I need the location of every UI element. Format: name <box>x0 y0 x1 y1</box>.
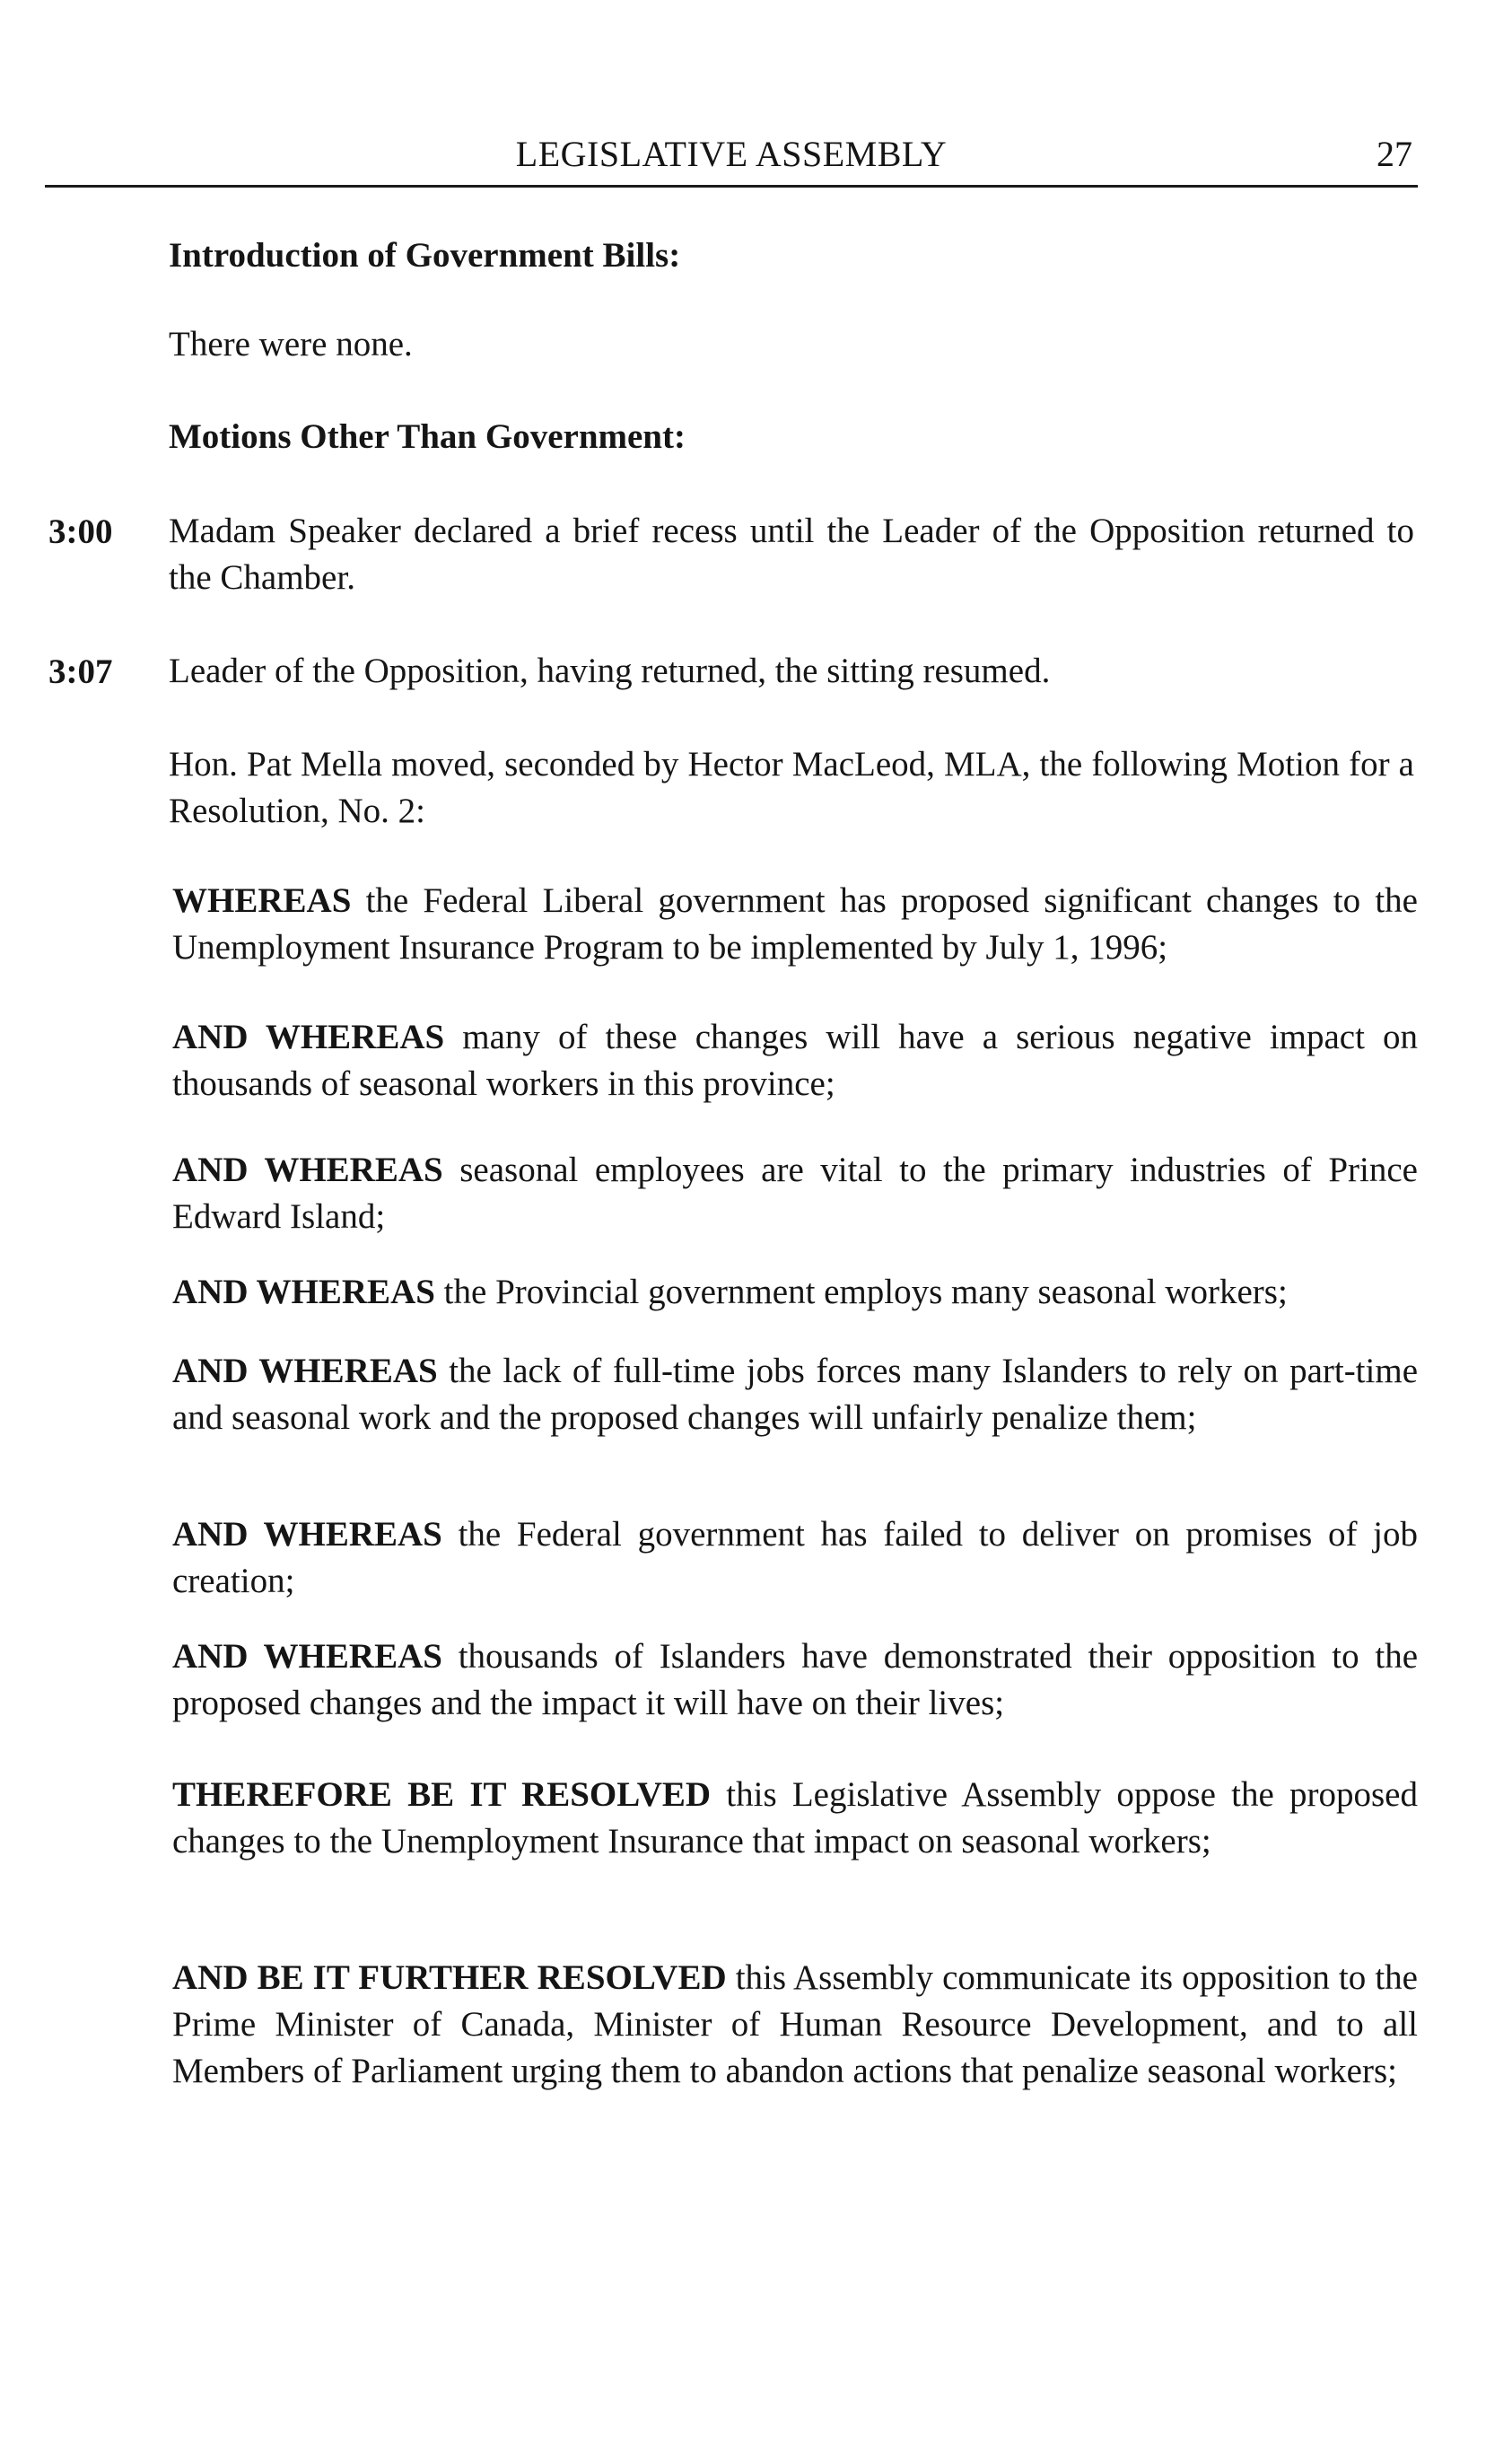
clause-lead: AND WHEREAS <box>172 1515 442 1554</box>
resolution-clause <box>172 878 1418 971</box>
clause-text: the Provincial government employs many seasonal workers; <box>434 1273 1288 1311</box>
resume-entry: Leader of the Opposition, having returned, the sitting resumed. <box>169 652 1051 690</box>
clause-text: seasonal employees are vital to the primary industries of Prince Edward Island; <box>172 1151 1418 1236</box>
clause-text: this Legislative Assembly oppose the proposed changes to the Unemployment Insurance that impact on seasonal workers; <box>172 1775 1418 1861</box>
resolution-clause <box>172 1511 1418 1605</box>
page-number: 27 <box>1377 134 1412 174</box>
recess-entry: Madam Speaker declared a brief recess until the Leader of the Opposition returned to the Chamber. <box>169 512 1414 597</box>
running-title: LEGISLATIVE ASSEMBLY <box>515 134 948 174</box>
clause-text: many of these changes will have a serious negative impact on thousands of seasonal workers in this province; <box>172 1018 1418 1103</box>
resolution-clause <box>172 1772 1418 1865</box>
resolution-clause <box>172 1348 1418 1441</box>
clause-text: thousands of Islanders have demonstrated their opposition to the proposed changes and the impact it will have on their lives; <box>172 1637 1418 1722</box>
clause-lead: AND BE IT FURTHER RESOLVED <box>172 1958 727 1997</box>
clause-lead: AND WHEREAS <box>172 1018 445 1056</box>
resolution-clause <box>172 1014 1418 1108</box>
clause-lead: AND WHEREAS <box>172 1352 438 1390</box>
resolution-clause <box>172 1147 1418 1240</box>
time-stamp-resume: 3:07 <box>48 652 113 691</box>
clause-lead: AND WHEREAS <box>172 1273 435 1311</box>
time-stamp-recess: 3:00 <box>48 512 113 551</box>
resolution-clause <box>172 1269 1418 1316</box>
clause-lead: AND WHEREAS <box>172 1151 443 1189</box>
resolution-clause <box>172 1955 1418 2095</box>
clause-text: this Assembly communicate its opposition to the Prime Minister of Canada, Minister of Human Resource Development, and to all Members of Parliament urging them to abandon actions that penalize seasonal workers; <box>172 1958 1418 2090</box>
section-heading-government-bills: Introduction of Government Bills: <box>169 236 681 275</box>
clause-text: the Federal government has failed to deliver on promises of job creation; <box>172 1515 1418 1600</box>
clause-text: the lack of full-time jobs forces many Islanders to rely on part-time and seasonal work and the proposed changes will unfairly penalize them; <box>172 1352 1419 1437</box>
clause-lead: WHEREAS <box>172 881 352 920</box>
intro-text: There were none. <box>169 325 413 363</box>
resolution-clause <box>172 1633 1418 1727</box>
clause-lead: THEREFORE BE IT RESOLVED <box>172 1775 712 1814</box>
motion-intro: Hon. Pat Mella moved, seconded by Hector MacLeod, MLA, the following Motion for a Resolution, No. 2: <box>169 745 1414 830</box>
clause-lead: AND WHEREAS <box>172 1637 442 1676</box>
running-header <box>45 133 1418 187</box>
header-rule <box>45 185 1418 188</box>
section-heading-motions: Motions Other Than Government: <box>169 417 686 456</box>
clause-text: the Federal Liberal government has proposed significant changes to the Unemployment Insurance Program to be implemented by July 1, 1996; <box>172 881 1418 967</box>
